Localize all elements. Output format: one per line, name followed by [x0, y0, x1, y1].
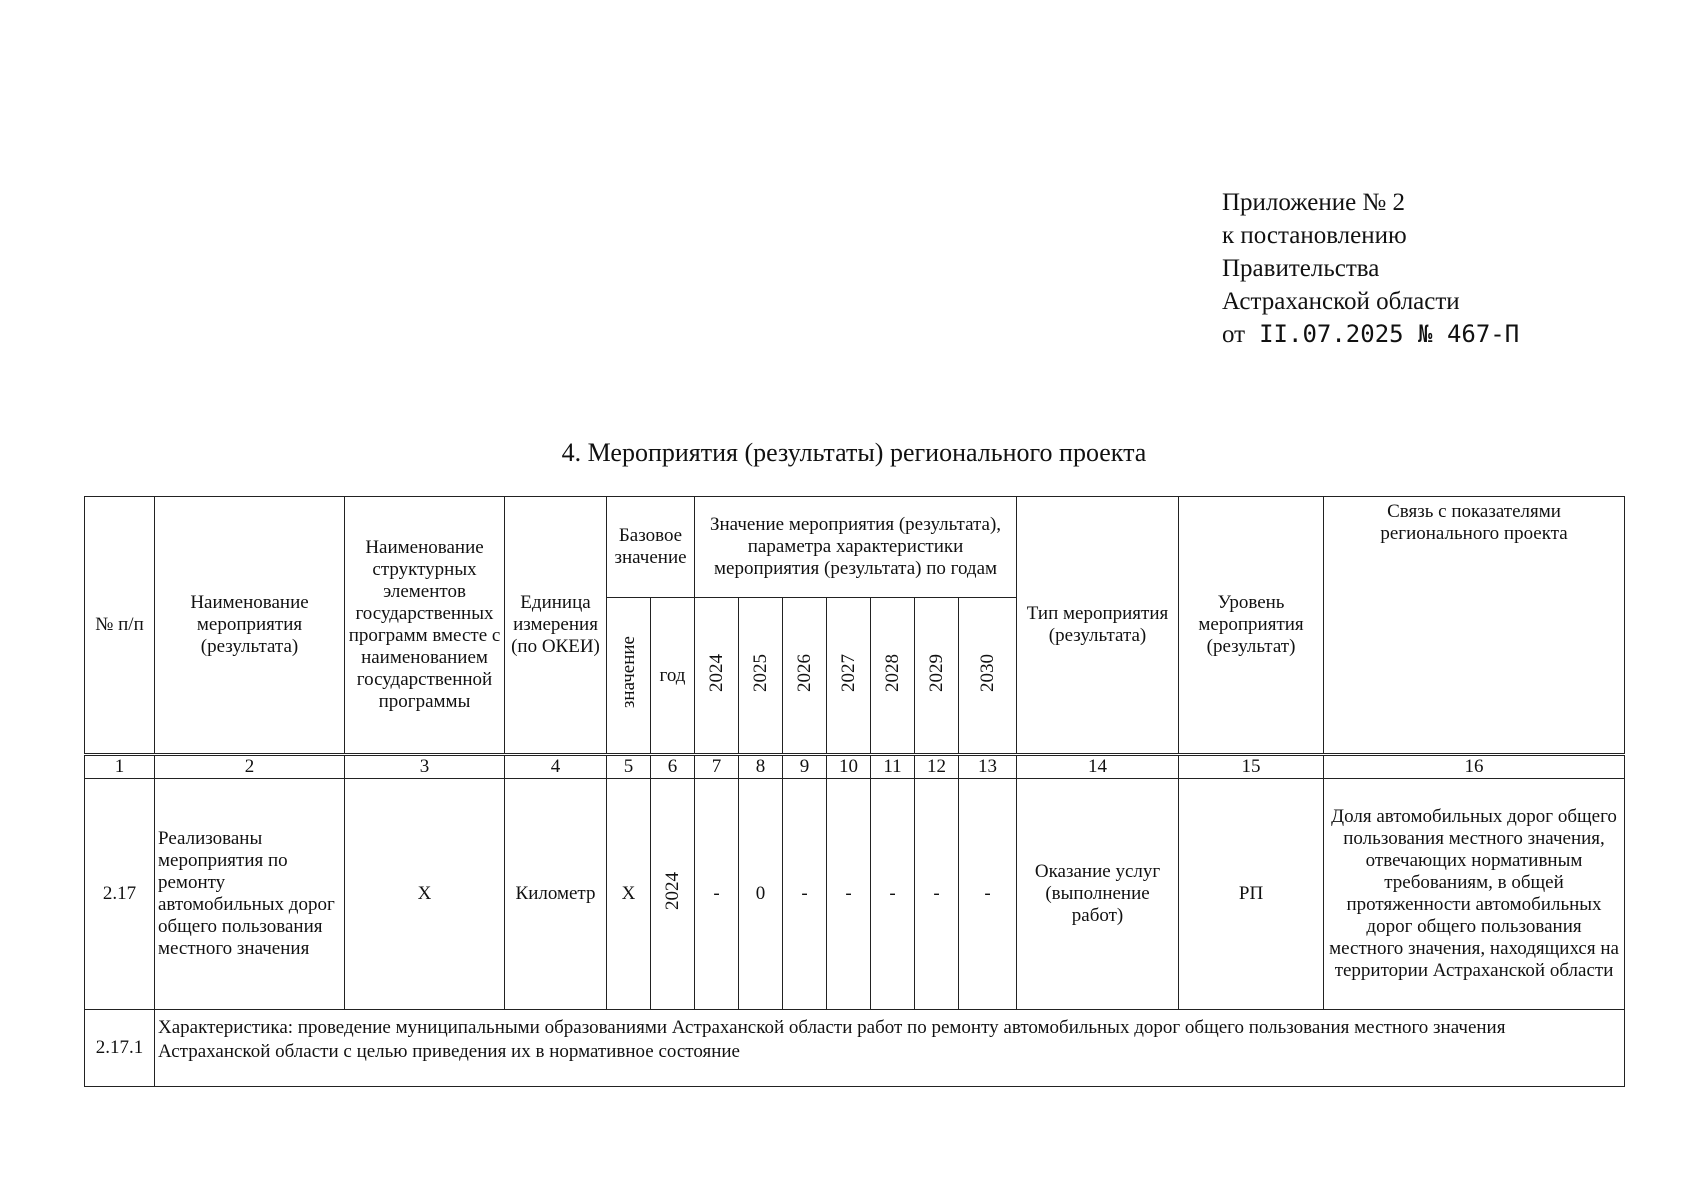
row-base-year: [651, 779, 695, 1010]
column-number: 6: [651, 755, 695, 779]
header-year: [695, 598, 739, 755]
characteristic-row: [85, 1010, 1625, 1087]
row-year-value: -: [827, 779, 871, 1010]
row-type: Оказание услуг (выполнение работ): [1017, 779, 1179, 1010]
row-year-value: -: [959, 779, 1017, 1010]
appendix-line: Приложение № 2: [1222, 189, 1406, 216]
row-level: РП: [1179, 779, 1324, 1010]
column-number: 15: [1179, 755, 1324, 779]
column-number: 12: [915, 755, 959, 779]
header-link: Связь с показателями регионального проекта: [1324, 497, 1625, 755]
column-numbers-row: [85, 755, 1625, 779]
appendix-line: Астраханской области: [1222, 288, 1460, 315]
column-number: 13: [959, 755, 1017, 779]
row-base-year-text: 2024: [661, 872, 683, 910]
header-year: [739, 598, 783, 755]
header-base-year: год: [651, 598, 695, 755]
header-base: Базовое значение: [607, 497, 695, 598]
header-year-text: 2029: [925, 653, 947, 692]
header-num: № п/п: [85, 497, 155, 755]
row-year-value: -: [695, 779, 739, 1010]
row-link: Доля автомобильных дорог общего пользования местного значения, отвечающих нормативным требованиям, в общей протяженности автомобильных дорог общего пользования местного значения, находящихся на территории Астраханской области: [1324, 779, 1625, 1010]
column-number: 8: [739, 755, 783, 779]
column-number: 9: [783, 755, 827, 779]
measures-table: [84, 496, 1625, 1087]
row-base-value: X: [607, 779, 651, 1010]
header-base-value: [607, 598, 651, 755]
header-name: Наименование мероприятия (результата): [155, 497, 345, 755]
column-number: 14: [1017, 755, 1179, 779]
row-struct: X: [345, 779, 505, 1010]
appendix-block: [1222, 186, 1519, 351]
header-level: Уровень мероприятия (результат): [1179, 497, 1324, 755]
column-number: 2: [155, 755, 345, 779]
row-num: 2.17: [85, 779, 155, 1010]
header-year-text: 2026: [793, 653, 815, 692]
header-year: [783, 598, 827, 755]
appendix-line: Правительства: [1222, 255, 1380, 282]
row-year-value: -: [915, 779, 959, 1010]
header-year-text: 2028: [881, 653, 903, 692]
header-values: Значение мероприятия (результата), параметра характеристики мероприятия (результата) по годам: [695, 497, 1017, 598]
column-number: 16: [1324, 755, 1625, 779]
column-number: 5: [607, 755, 651, 779]
header-year-text: 2025: [749, 653, 771, 692]
characteristic-num: 2.17.1: [85, 1010, 155, 1087]
row-unit: Километр: [505, 779, 607, 1010]
row-year-value: 0: [739, 779, 783, 1010]
header-year-text: 2030: [976, 653, 998, 692]
appendix-date-line: [1222, 318, 1519, 351]
header-unit: Единица измерения (по ОКЕИ): [505, 497, 607, 755]
column-number: 1: [85, 755, 155, 779]
header-year: [827, 598, 871, 755]
characteristic-text: Характеристика: проведение муниципальными образованиями Астраханской области работ по ремонту автомобильных дорог общего пользования местного значения Астраханской области с целью приведения их в нормативное состояние: [155, 1010, 1625, 1087]
header-type: Тип мероприятия (результата): [1017, 497, 1179, 755]
header-row: [85, 497, 1625, 598]
column-number: 7: [695, 755, 739, 779]
table-row: [85, 779, 1625, 1010]
header-year: [959, 598, 1017, 755]
header-struct: Наименование структурных элементов государственных программ вместе с наименованием государственной программы: [345, 497, 505, 755]
row-year-value: -: [783, 779, 827, 1010]
column-number: 4: [505, 755, 607, 779]
row-year-value: -: [871, 779, 915, 1010]
page-title: 4. Мероприятия (результаты) регионального проекта: [561, 438, 1147, 467]
appendix-line: к постановлению: [1222, 222, 1407, 249]
from-label: от: [1222, 321, 1246, 348]
column-number: 10: [827, 755, 871, 779]
column-number: 3: [345, 755, 505, 779]
header-year: [915, 598, 959, 755]
decree-stamp: II.07.2025 № 467-П: [1259, 320, 1520, 348]
header-year-text: 2027: [837, 653, 859, 692]
row-name: Реализованы мероприятия по ремонту автомобильных дорог общего пользования местного значения: [155, 779, 345, 1010]
header-year: [871, 598, 915, 755]
column-number: 11: [871, 755, 915, 779]
header-year-text: 2024: [705, 653, 727, 692]
header-base-value-text: значение: [617, 636, 639, 709]
